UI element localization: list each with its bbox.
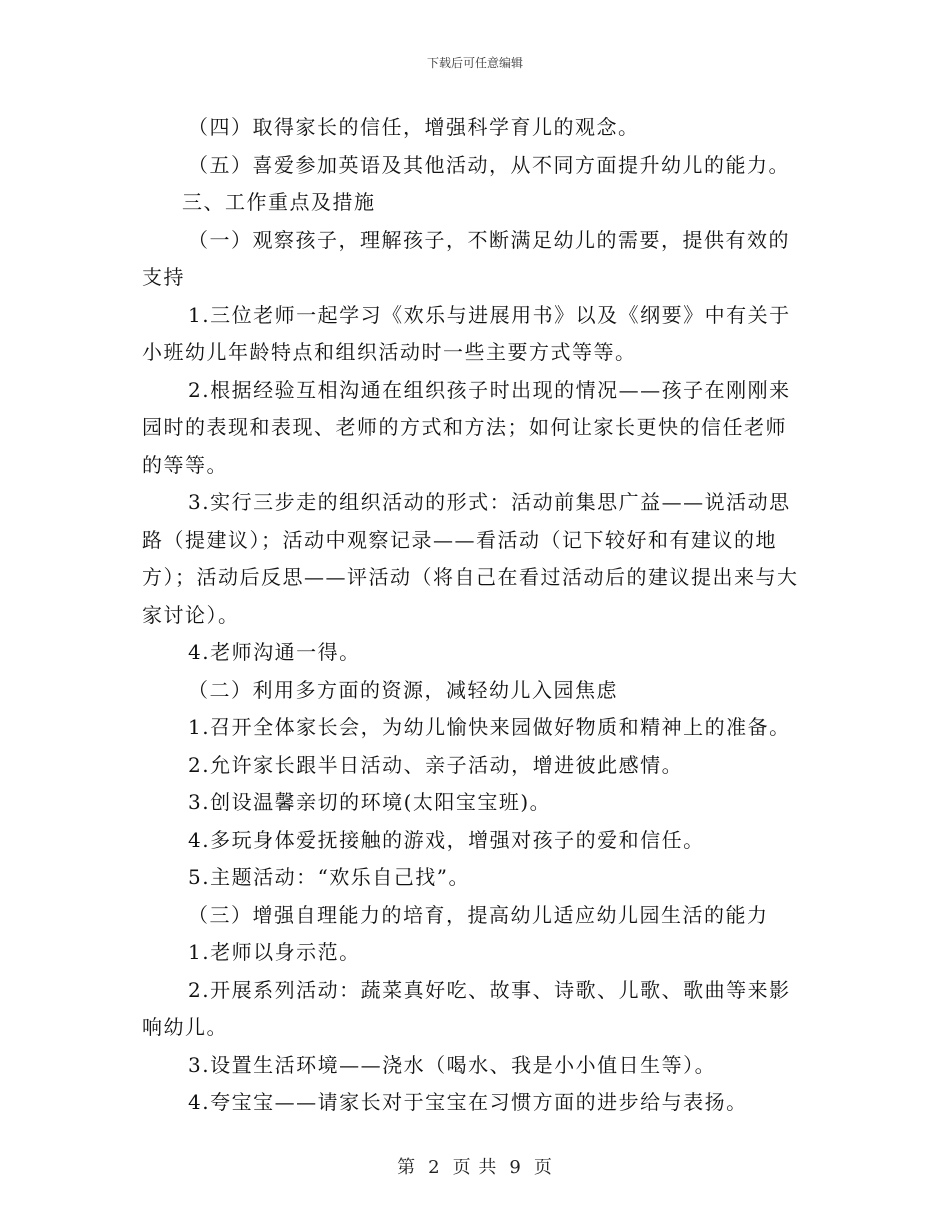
paragraph-goal-4: （四）取得家长的信任，增强科学育儿的观念。 [188, 115, 640, 139]
list-item: 1.老师以身示范。 [188, 940, 361, 964]
list-item: 2.允许家长跟半日活动、亲子活动，增进彼此感情。 [188, 752, 684, 777]
list-item: 2.根据经验互相沟通在组织孩子时出现的情况——孩子在刚刚来园时的表现和表现、老师的方式和方法；如何让家长更快的信任老师的等等。 [142, 377, 791, 477]
document-body [142, 109, 808, 1122]
list-item: 3.设置生活环境——浇水（喝水、我是小小值日生等）。 [188, 1052, 717, 1077]
page-header: 下载后可任意编辑 [426, 56, 523, 70]
list-item: 4.夸宝宝——请家长对于宝宝在习惯方面的进步给与表扬。 [188, 1090, 748, 1114]
footer-suffix: 页 [533, 1157, 553, 1178]
list-item: 4.多玩身体爱抚接触的游戏，增强对孩子的爱和信任。 [188, 827, 705, 852]
list-item: 5.主题活动：“欢乐自己找”。 [188, 865, 471, 889]
list-item: 2.开展系列活动：蔬菜真好吃、故事、诗歌、儿歌、歌曲等来影响幼儿。 [142, 977, 791, 1039]
subsection-2-heading: （二）利用多方面的资源，减轻幼儿入园焦虑 [188, 677, 618, 702]
subsection-3-heading: （三）增强自理能力的培育，提高幼儿适应幼儿园生活的能力 [188, 902, 769, 927]
list-item: 4.老师沟通一得。 [188, 640, 361, 664]
subsection-1-heading: （一）观察孩子，理解孩子，不断满足幼儿的需要，提供有效的支持 [142, 227, 790, 289]
footer-current-page: 2 [428, 1157, 441, 1178]
list-item: 1.三位老师一起学习《欢乐与进展用书》以及《纲要》中有关于小班幼儿年龄特点和组织活动时一些主要方式等等。 [142, 302, 791, 364]
list-item: 3.创设温馨亲切的环境(太阳宝宝班)。 [188, 790, 552, 814]
section-heading: 三、工作重点及措施 [182, 190, 376, 214]
page-footer [0, 1153, 950, 1179]
footer-total-pages: 9 [509, 1157, 522, 1178]
paragraph-goal-5: （五）喜爱参加英语及其他活动，从不同方面提升幼儿的能力。 [188, 152, 790, 177]
list-item: 1.召开全体家长会，为幼儿愉快来园做好物质和精神上的准备。 [188, 715, 791, 739]
list-item: 3.实行三步走的组织活动的形式：活动前集思广益——说活动思路（提建议）；活动中观察记录——看活动（记下较好和有建议的地方）；活动后反思——评活动（将自己在看过活动后的建议提出来与大家讨论）。 [142, 490, 799, 627]
footer-prefix: 第 [397, 1157, 417, 1178]
footer-middle: 页 共 [452, 1157, 498, 1178]
